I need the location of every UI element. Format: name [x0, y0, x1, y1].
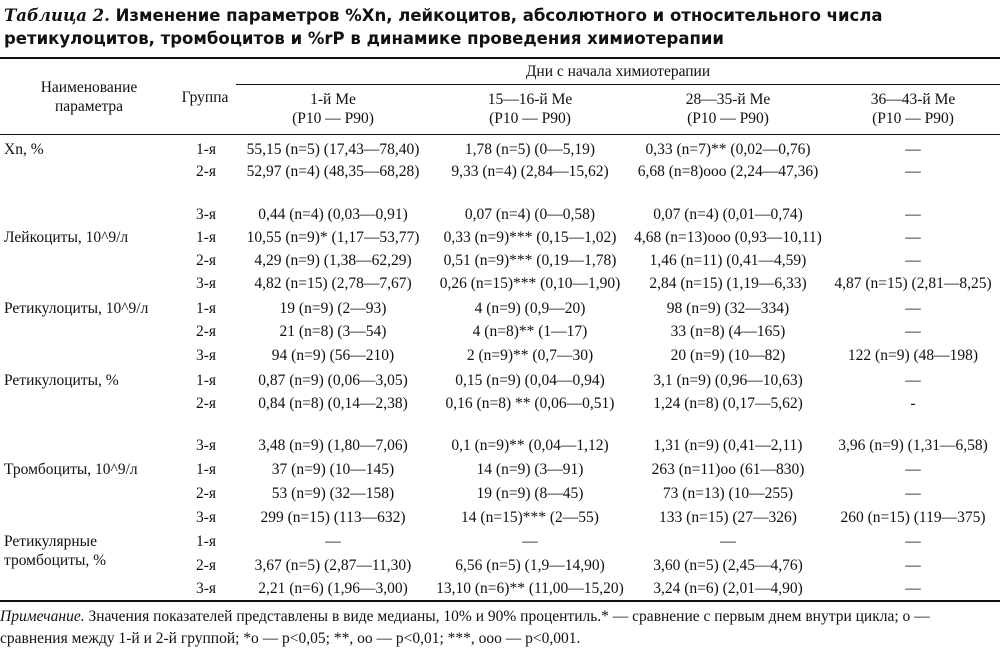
table-cell: 1,78 (n=5) (0—5,19)	[464, 141, 596, 158]
table-cell: 3,48 (n=9) (1,80—7,06)	[258, 437, 408, 454]
header-period-4: 36—43-й Me (P10 — P90)	[870, 91, 956, 127]
row-parameter: Тромбоциты, 10^9/л	[4, 461, 138, 478]
table-cell: 19 (n=9) (2—93)	[279, 300, 387, 317]
header-period-3: 28—35-й Me (P10 — P90)	[685, 91, 771, 127]
row-group: 1-я	[195, 141, 217, 158]
row-group: 1-я	[195, 461, 217, 478]
table-cell: 21 (n=8) (3—54)	[279, 323, 387, 340]
table-cell: 55,15 (n=5) (17,43—78,40)	[246, 141, 420, 158]
table-cell: 0,1 (n=9)** (0,04—1,12)	[451, 437, 609, 454]
row-parameter: Ретикулярные тромбоциты, %	[4, 533, 107, 569]
table-cell: 98 (n=9) (32—334)	[666, 300, 790, 317]
table-cell: 2,84 (n=15) (1,19—6,33)	[649, 275, 807, 292]
table-cell: 0,26 (n=15)*** (0,10—1,90)	[439, 275, 621, 292]
header-range: (P10 — P90)	[687, 110, 769, 127]
row-group: 3-я	[195, 437, 217, 454]
table-cell: 0,16 (n=8) ** (0,06—0,51)	[445, 395, 615, 412]
table-cell: 73 (n=13) (10—255)	[662, 485, 794, 502]
table-cell: 1,24 (n=8) (0,17—5,62)	[653, 395, 803, 412]
table-cell: 9,33 (n=4) (2,84—15,62)	[451, 163, 609, 180]
footnote	[0, 606, 1000, 650]
table-cell: 0,51 (n=9)*** (0,19—1,78)	[443, 252, 617, 269]
table-cell: —	[905, 300, 921, 317]
row-group: 3-я	[195, 509, 217, 526]
table-cell: 10,55 (n=9)* (1,17—53,77)	[246, 229, 420, 246]
table-cell: 3,96 (n=9) (1,31—6,58)	[838, 437, 988, 454]
table-cell: 263 (n=11)oo (61—830)	[651, 461, 805, 478]
table-cell: —	[905, 580, 921, 597]
table-cell: 94 (n=9) (56—210)	[271, 347, 395, 364]
table-cell: 13,10 (n=6)** (11,00—15,20)	[436, 580, 624, 597]
table-cell: —	[522, 533, 538, 550]
table-cell: 0,33 (n=7)** (0,02—0,76)	[645, 141, 811, 158]
table-cell: —	[905, 533, 921, 550]
table-caption	[4, 4, 996, 50]
table-cell: —	[905, 323, 921, 340]
table-cell: 0,15 (n=9) (0,04—0,94)	[455, 372, 605, 389]
table-cell: 122 (n=9) (48—198)	[847, 347, 979, 364]
table-cell: —	[905, 206, 921, 223]
table-cell: 4,29 (n=9) (1,38—62,29)	[254, 252, 412, 269]
table-cell: 20 (n=9) (10—82)	[670, 347, 786, 364]
row-group: 2-я	[195, 163, 217, 180]
row-group: 3-я	[195, 206, 217, 223]
table-cell: 0,33 (n=9)*** (0,15—1,02)	[443, 229, 617, 246]
table-cell: —	[720, 533, 736, 550]
table-cell: 6,56 (n=5) (1,9—14,90)	[455, 557, 605, 574]
table-cell: —	[905, 252, 921, 269]
table-cell: 53 (n=9) (32—158)	[271, 485, 395, 502]
table-cell: —	[905, 229, 921, 246]
table-cell: 0,84 (n=8) (0,14—2,38)	[258, 395, 408, 412]
caption-text: Изменение параметров %Xn, лейкоцитов, абсолютного и относительного числа ретикулоцитов, тромбоцитов и %rP в динамике проведения химиотерапии	[4, 6, 883, 48]
header-period-2: 15—16-й Me (P10 — P90)	[487, 91, 573, 127]
row-group: 2-я	[195, 557, 217, 574]
header-range: (P10 — P90)	[489, 110, 571, 127]
header-param: Наименование параметра	[40, 79, 138, 115]
table-cell: 3,1 (n=9) (0,96—10,63)	[653, 372, 803, 389]
row-group: 1-я	[195, 229, 217, 246]
table-cell: 4 (n=9) (0,9—20)	[474, 300, 586, 317]
row-parameter: Лейкоциты, 10^9/л	[4, 229, 129, 246]
row-group: 2-я	[195, 395, 217, 412]
table-cell: —	[325, 533, 341, 550]
footnote-text: Значения показателей представлены в виде медианы, 10% и 90% процентиль.* — сравнение с первым днем внутри цикла; o — сравнения между 1-й и 2-й группой; *o — p<0,05; **, oo — p<0,01; ***, ooo — p<0,001.	[0, 608, 930, 647]
caption-label: Таблица 2.	[4, 6, 110, 25]
table-cell: 4,82 (n=15) (2,78—7,67)	[254, 275, 412, 292]
table-cell: 2,21 (n=6) (1,96—3,00)	[258, 580, 408, 597]
table-cell: 52,97 (n=4) (48,35—68,28)	[246, 163, 420, 180]
table-cell: 3,60 (n=5) (2,45—4,76)	[653, 557, 803, 574]
row-parameter: Ретикулоциты, %	[4, 372, 119, 389]
row-group: 3-я	[195, 275, 217, 292]
table-cell: 0,07 (n=4) (0,01—0,74)	[653, 206, 803, 223]
table-cell: 14 (n=15)*** (2—55)	[461, 509, 599, 526]
table-cell: 299 (n=15) (113—632)	[260, 509, 406, 526]
row-group: 2-я	[195, 252, 217, 269]
table-cell: 6,68 (n=8)ooo (2,24—47,36)	[637, 163, 819, 180]
row-group: 3-я	[195, 580, 217, 597]
table-cell: —	[905, 141, 921, 158]
table-cell: 0,87 (n=9) (0,06—3,05)	[258, 372, 408, 389]
footnote-label: Примечание.	[0, 608, 85, 625]
table-cell: 0,07 (n=4) (0—0,58)	[464, 206, 596, 223]
row-group: 2-я	[195, 485, 217, 502]
table-cell: —	[905, 461, 921, 478]
table-cell: 4,68 (n=13)ooo (0,93—10,11)	[634, 229, 822, 246]
header-days: Дни с начала химиотерапии	[525, 63, 711, 80]
row-parameter: Ретикулоциты, 10^9/л	[4, 300, 149, 317]
row-group: 1-я	[195, 533, 217, 550]
subheader-rule	[236, 84, 1000, 85]
table-cell: 4 (n=8)** (1—17)	[472, 323, 588, 340]
table-cell: 4,87 (n=15) (2,81—8,25)	[834, 275, 992, 292]
header-period-1: 1-й Me (P10 — P90)	[292, 91, 374, 127]
bottom-rule	[0, 600, 1000, 602]
header-range: (P10 — P90)	[292, 110, 374, 127]
top-rule	[0, 57, 1000, 59]
table-cell: 2 (n=9)** (0,7—30)	[466, 347, 594, 364]
table-cell: —	[905, 372, 921, 389]
table-cell: 14 (n=9) (3—91)	[476, 461, 584, 478]
table-cell: 0,44 (n=4) (0,03—0,91)	[258, 206, 408, 223]
header-rule	[0, 134, 1000, 135]
row-group: 1-я	[195, 372, 217, 389]
table-cell: -	[910, 395, 916, 412]
row-group: 3-я	[195, 347, 217, 364]
table-cell: 260 (n=15) (119—375)	[840, 509, 986, 526]
table-cell: 1,31 (n=9) (0,41—2,11)	[653, 437, 803, 454]
table-cell: —	[905, 485, 921, 502]
table-cell: 1,46 (n=11) (0,41—4,59)	[649, 252, 807, 269]
table-cell: 133 (n=15) (27—326)	[659, 509, 797, 526]
table-cell: —	[905, 557, 921, 574]
row-parameter: Xn, %	[4, 141, 44, 158]
header-range: (P10 — P90)	[872, 110, 954, 127]
table-cell: 19 (n=9) (8—45)	[476, 485, 584, 502]
row-group: 1-я	[195, 300, 217, 317]
table-cell: 3,24 (n=6) (2,01—4,90)	[653, 580, 803, 597]
table-cell: —	[905, 163, 921, 180]
row-group: 2-я	[195, 323, 217, 340]
table-cell: 37 (n=9) (10—145)	[271, 461, 395, 478]
table-cell: 33 (n=8) (4—165)	[670, 323, 786, 340]
header-group: Группа	[181, 89, 229, 106]
table-cell: 3,67 (n=5) (2,87—11,30)	[254, 557, 412, 574]
